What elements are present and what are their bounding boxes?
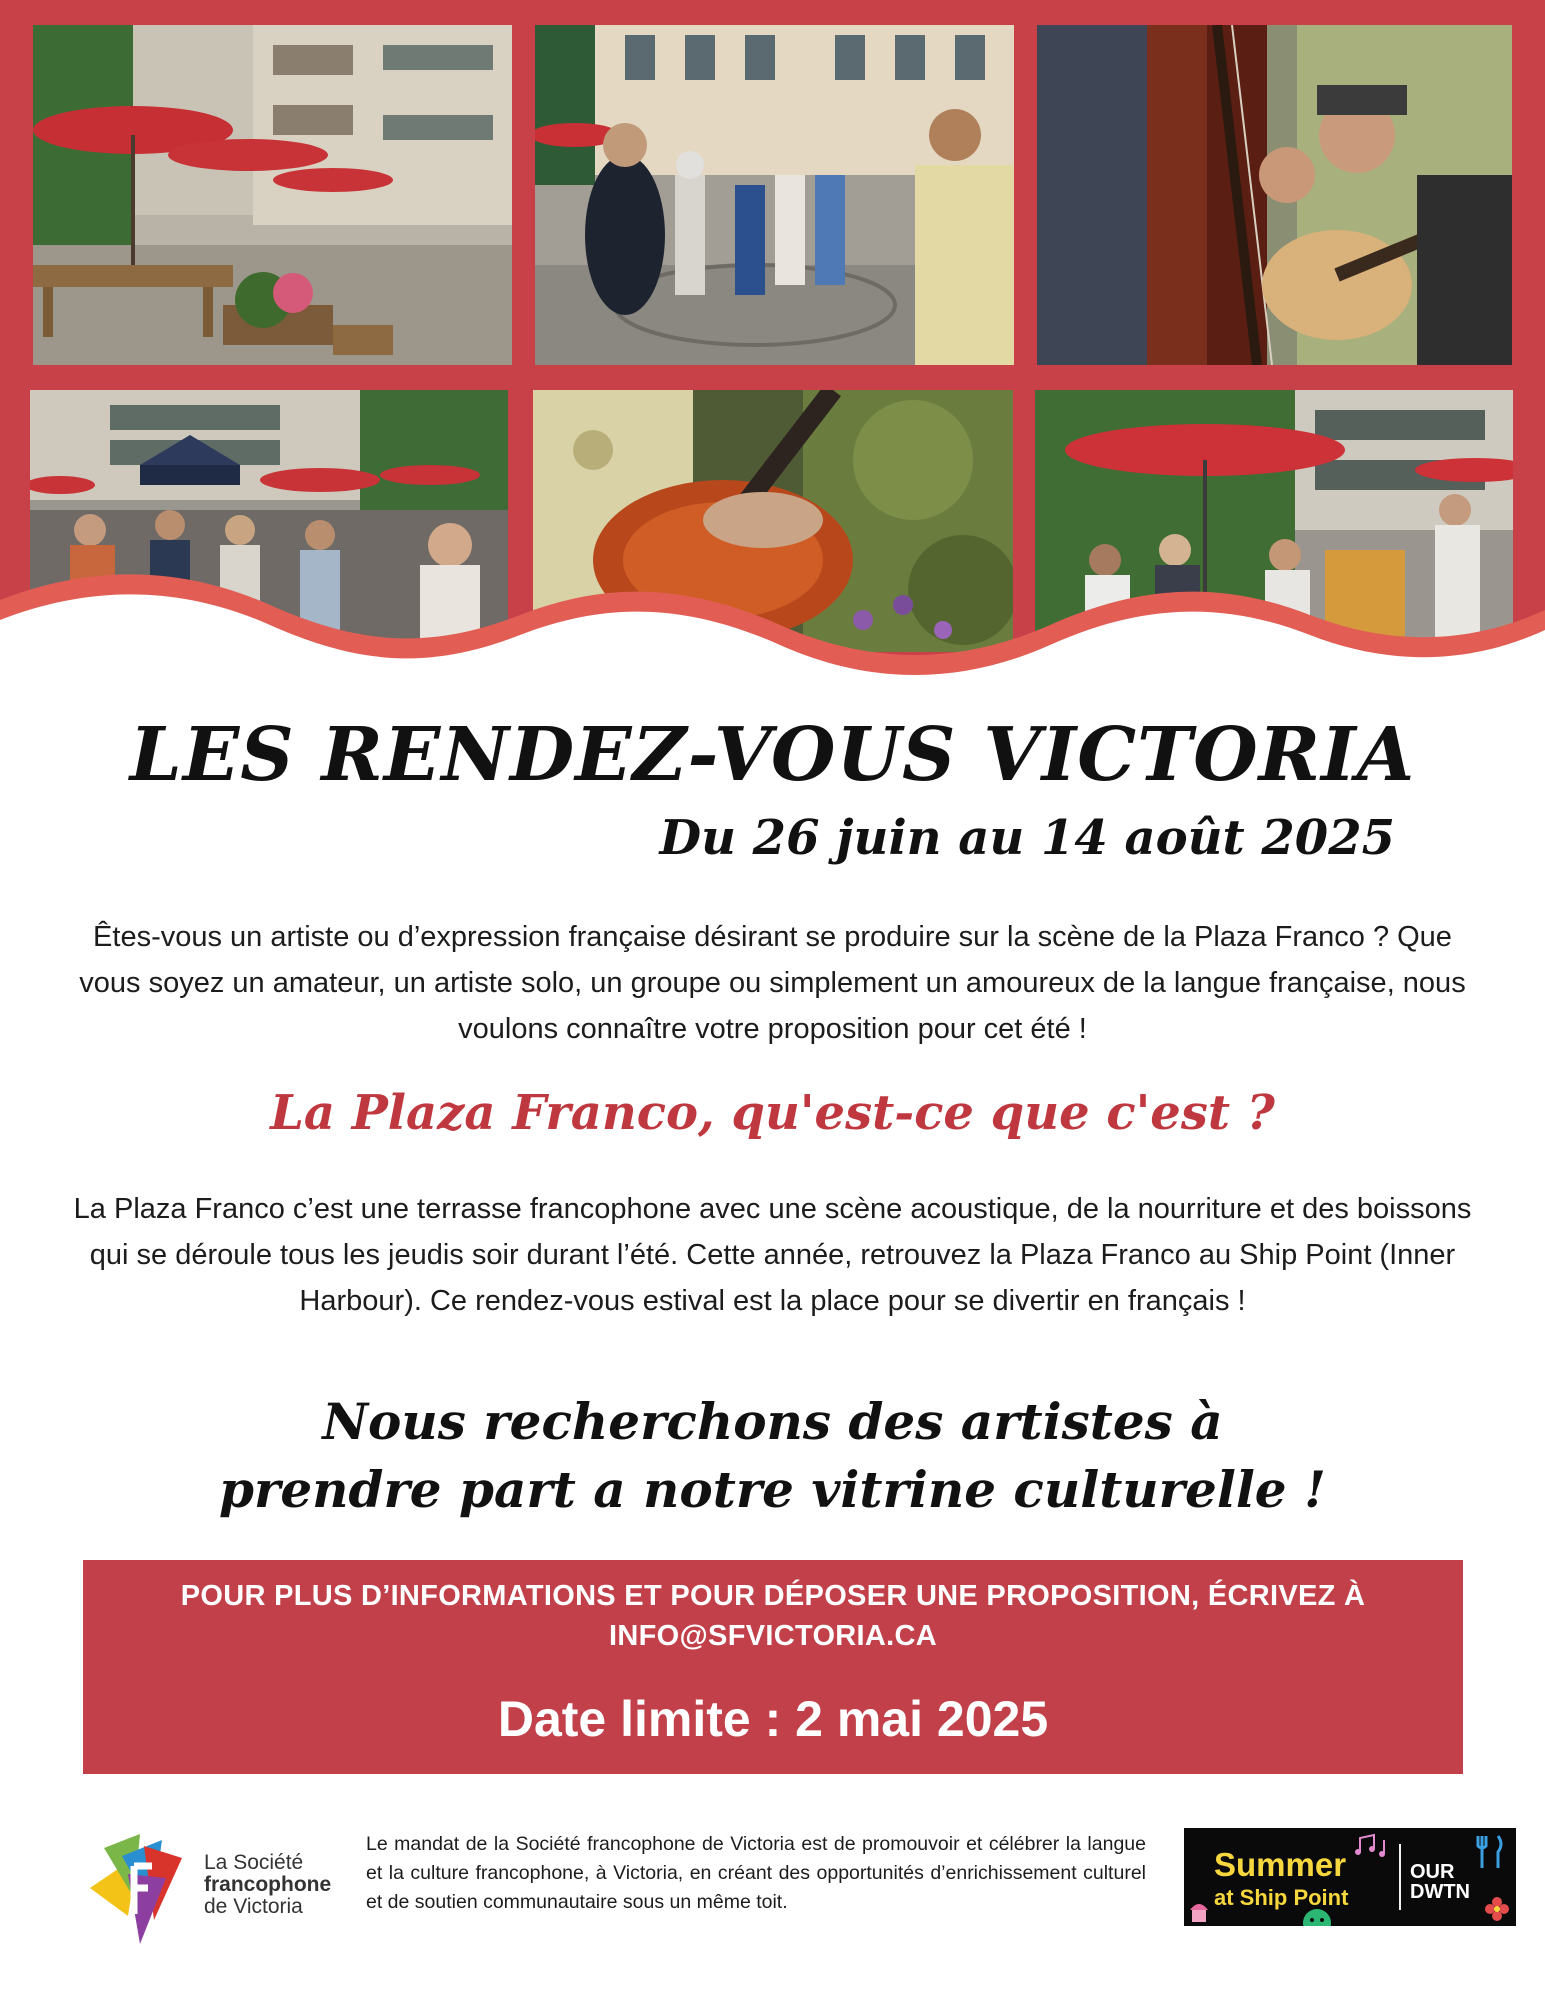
photo-bass-guitar-musicians <box>1037 25 1512 365</box>
callout-line-2: prendre part a notre vitrine culturelle ! <box>219 1460 1326 1519</box>
music-notes-icon <box>1354 1832 1394 1858</box>
contact-email[interactable]: INFO@SFVICTORIA.CA <box>609 1620 937 1652</box>
our-text: OUR <box>1410 1861 1455 1883</box>
cupcake-icon <box>1186 1898 1212 1924</box>
info-box <box>83 1560 1463 1774</box>
mandate-text: Le mandat de la Société francophone de Victoria est de promouvoir et célébrer la langue et la culture francophone, à Victoria, en créant des opportunités d’enrichissement culturel et de soutien communautaire sous un même toit. <box>366 1833 1146 1913</box>
call-for-artists <box>0 1388 1545 1524</box>
flower-icon <box>1484 1896 1510 1922</box>
logo-line-2: francophone <box>204 1873 332 1896</box>
deadline-text: Date limite : 2 mai 2025 <box>497 1691 1049 1747</box>
intro-paragraph: Êtes-vous un artiste ou d’expression française désirant se produire sur la scène de la Plaza Franco ? Que vous soyez un amateur, un artiste solo, un groupe ou simplement un amoureux de la langue française, nous voulons connaître votre proposition pour cet été ! <box>79 921 1466 1045</box>
summer-at-ship-point-logo <box>1184 1828 1516 1926</box>
our-dwtn-logo <box>1410 1862 1470 1902</box>
wavy-border <box>0 560 1545 700</box>
sfv-logo-mark-icon <box>82 1826 192 1946</box>
dwtn-text: DWTN <box>1410 1881 1470 1903</box>
sfv-logo-text <box>204 1852 331 1918</box>
sfv-logo <box>82 1826 342 1946</box>
about-paragraph: La Plaza Franco c’est une terrasse francophone avec une scène acoustique, de la nourriture et des boissons qui se déroule tous les jeudis soir durant l’été. Cette année, retrouvez la Plaza Franco au Ship Point (Inner Harbour). Ce rendez-vous estival est la place pour se divertir en français ! <box>73 1193 1472 1317</box>
section-subtitle: La Plaza Franco, qu'est-ce que c'est ? <box>270 1085 1275 1141</box>
fork-knife-icon <box>1476 1834 1506 1870</box>
summer-divider <box>1399 1844 1401 1910</box>
main-title: LES RENDEZ-VOUS VICTORIA <box>129 712 1416 798</box>
logo-line-3: de Victoria <box>204 1895 303 1918</box>
photo-plaza-umbrellas <box>33 25 512 365</box>
info-text: POUR PLUS D’INFORMATIONS ET POUR DÉPOSER UNE PROPOSITION, ÉCRIVEZ À <box>180 1580 1366 1612</box>
callout-line-1: Nous recherchons des artistes à <box>322 1392 1223 1451</box>
event-dates: Du 26 juin au 14 août 2025 <box>659 810 1395 866</box>
summer-text: Summer <box>1214 1846 1347 1883</box>
ship-point-text: at Ship Point <box>1214 1885 1349 1910</box>
photo-dancing-crowd <box>535 25 1014 365</box>
logo-line-1: La Société <box>204 1851 304 1874</box>
photo-collage-header <box>0 0 1545 700</box>
